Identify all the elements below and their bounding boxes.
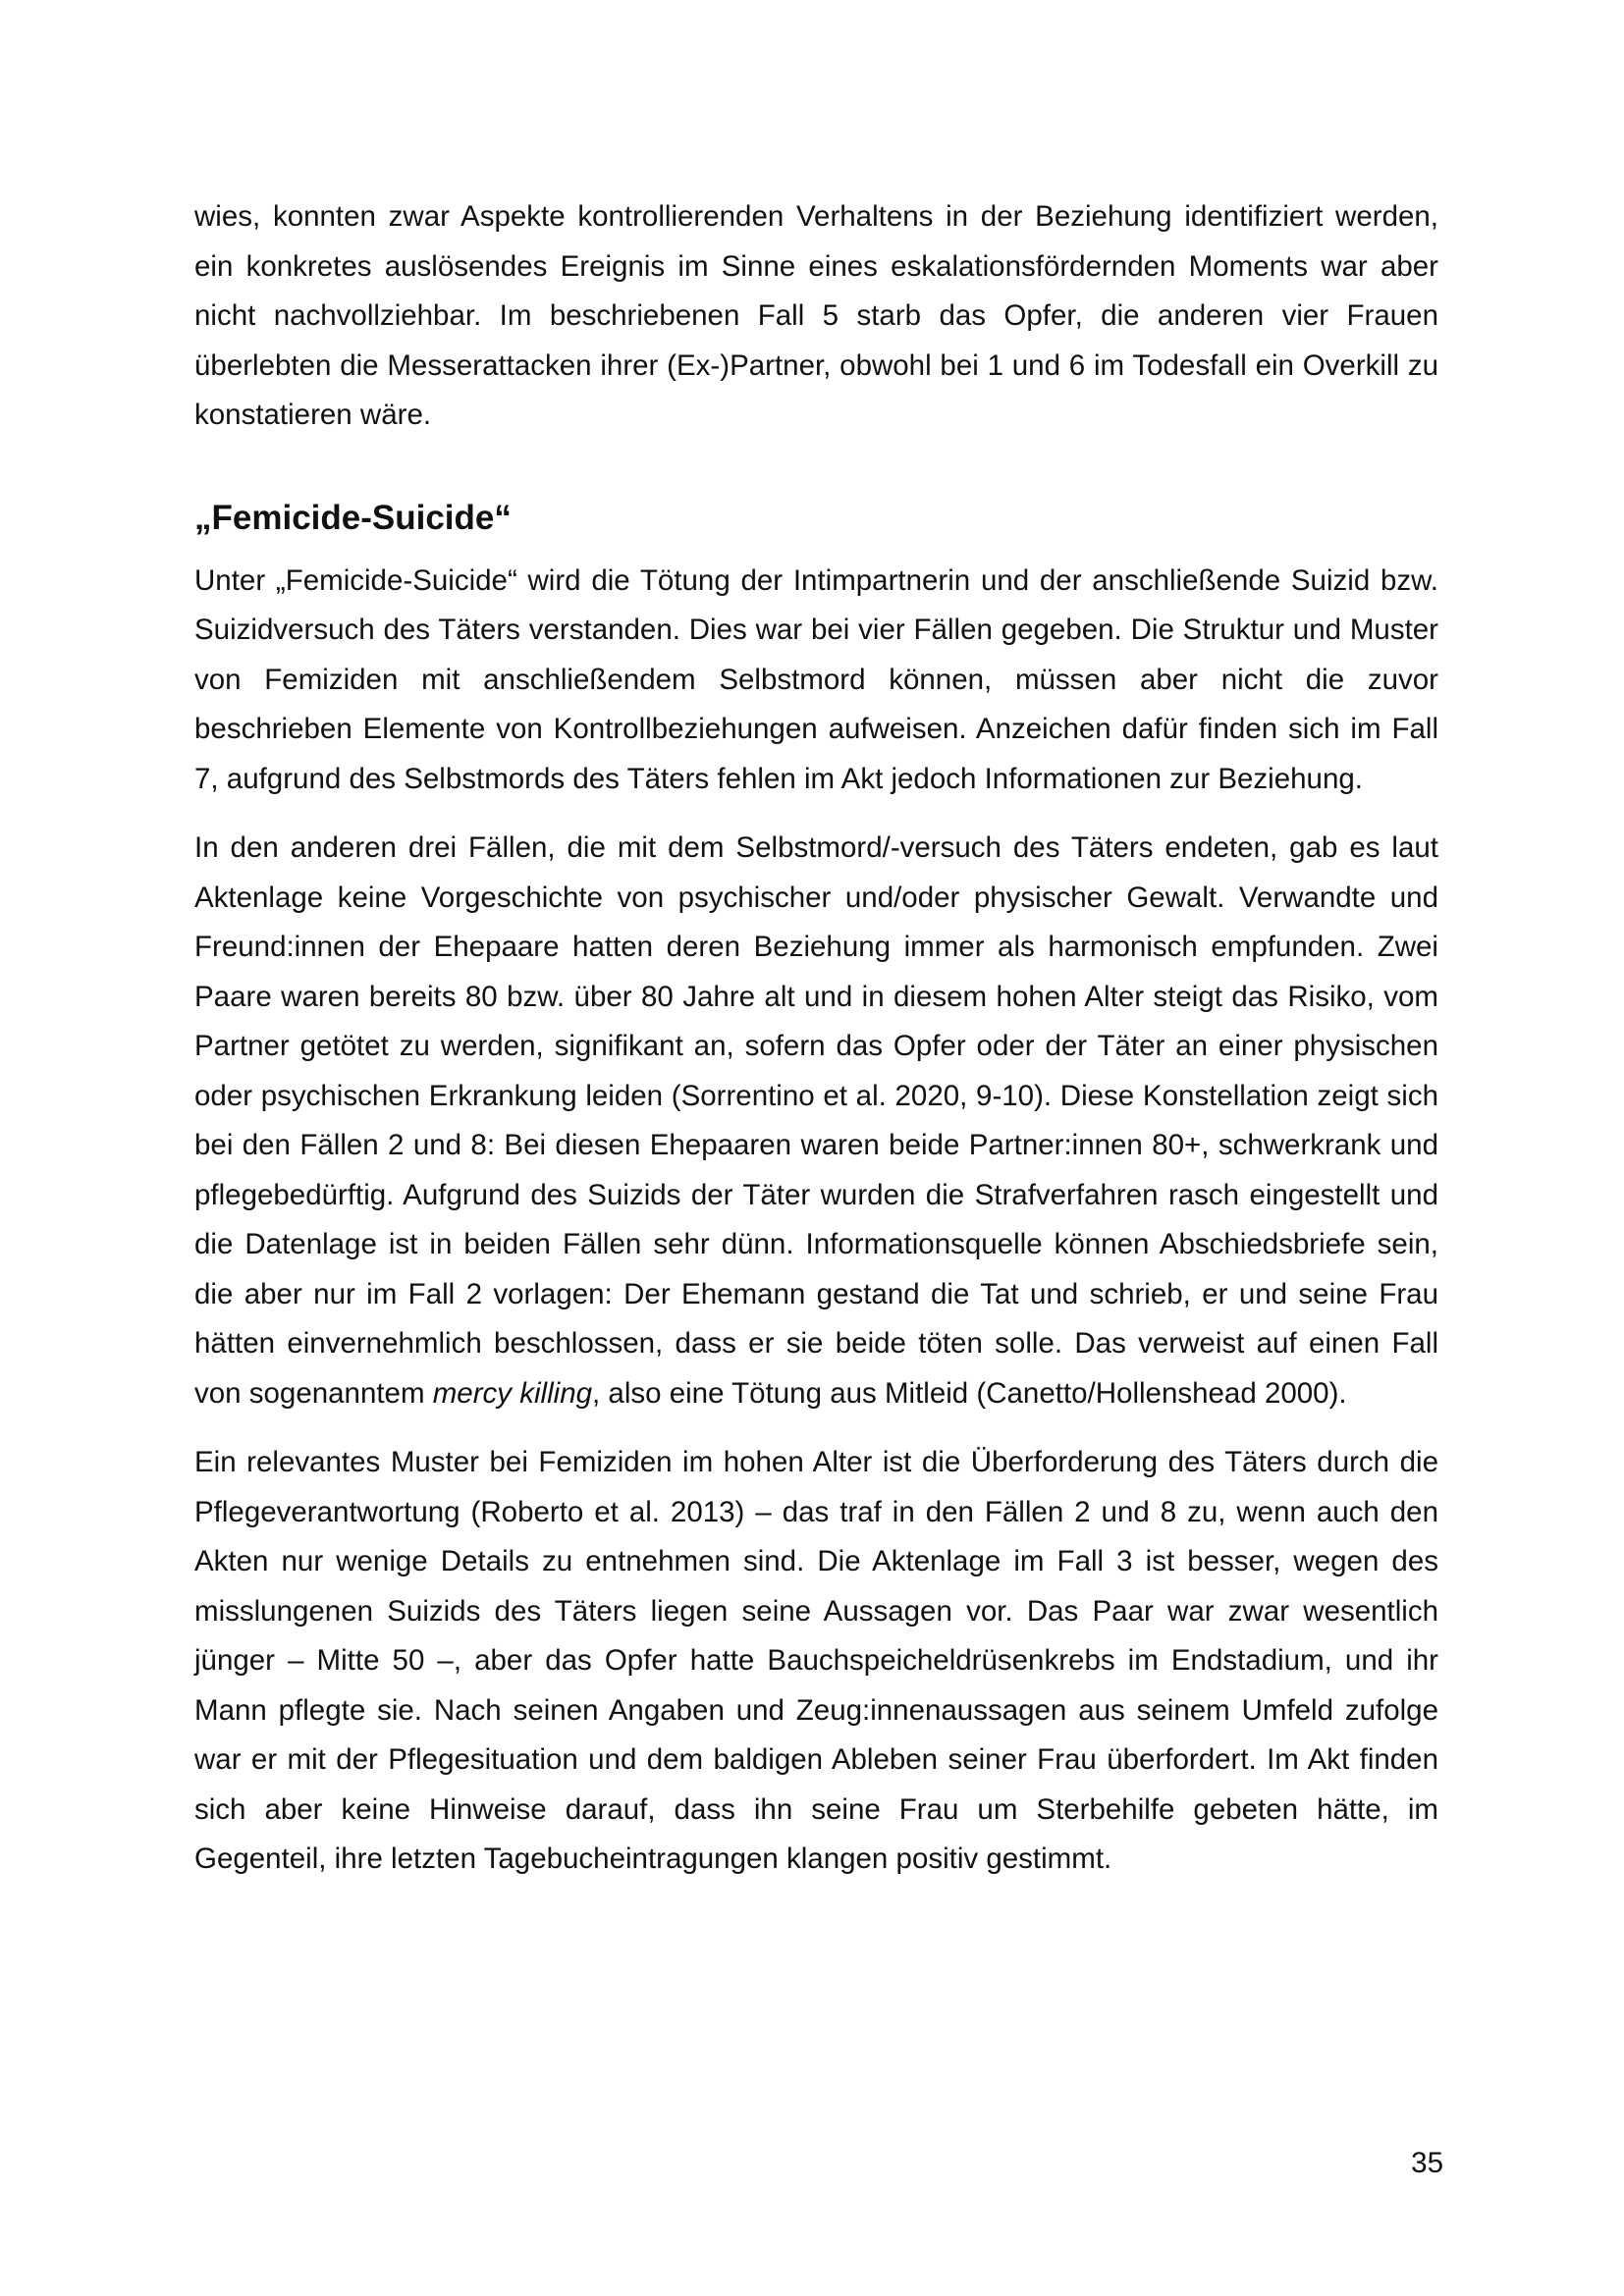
intro-paragraph: wies, konnten zwar Aspekte kontrollierenden Verhaltens in der Beziehung identifiziert werden, ein konkretes auslösendes Ereignis im Sinne eines eskalationsfördernden Moments war aber nicht nachvollziehbar. Im beschriebenen Fall 5 starb das Opfer, die anderen vier Frauen überlebten die Messerattacken ihrer (Ex-)Partner, obwohl bei 1 und 6 im Todesfall ein Overkill zu konstatieren wäre.: [194, 200, 1438, 431]
paragraph-2-text-before: In den anderen drei Fällen, die mit dem Selbstmord/-versuch des Täters endeten, gab es laut Aktenlage keine Vorgeschichte von psychischer und/oder physischer Gewalt. Verwandte und Freund:innen der Ehepaare hatten deren Beziehung immer als harmonisch empfunden. Zwei Paare waren bereits 80 bzw. über 80 Jahre alt und in diesem hohen Alter steigt das Risiko, vom Partner getötet zu werden, signifikant an, sofern das Opfer oder der Täter an einer physischen oder psychischen Erkrankung leiden (Sorrentino et al. 2020, 9-10). Diese Konstellation zeigt sich bei den Fällen 2 und 8: Bei diesen Ehepaaren waren beide Partner:innen 80+, schwerkrank und pflegebedürftig. Aufgrund des Suizids der Täter wurden die Strafverfahren rasch eingestellt und die Datenlage ist in beiden Fällen sehr dünn. Informationsquelle können Abschiedsbriefe sein, die aber nur im Fall 2 vorlagen: Der Ehemann gestand die Tat und schrieb, er und seine Frau hätten einvernehmlich beschlossen, dass er sie beide töten solle. Das verweist auf einen Fall von sogenanntem: [194, 831, 1438, 1410]
section-paragraph-1: Unter „Femicide-Suicide“ wird die Tötung der Intimpartnerin und der anschließende Suizid bzw. Suizidversuch des Täters verstanden. Dies war bei vier Fällen gegeben. Die Struktur und Muster von Femiziden mit anschließendem Selbstmord können, müssen aber nicht die zuvor beschrieben Elemente von Kontrollbeziehungen aufweisen. Anzeichen dafür finden sich im Fall 7, aufgrund des Selbstmords des Täters fehlen im Akt jedoch Informationen zur Beziehung.: [194, 563, 1438, 795]
paragraph-2-text-after: , also eine Tötung aus Mitleid (Canetto/Hollenshead 2000).: [592, 1376, 1347, 1410]
mercy-killing-emphasis: mercy killing: [432, 1376, 593, 1410]
document-page: [194, 192, 1438, 1885]
section-paragraph-3: Ein relevantes Muster bei Femiziden im hohen Alter ist die Überforderung des Täters durch die Pflegeverantwortung (Roberto et al. 2013) – das traf in den Fällen 2 und 8 zu, wenn auch den Akten nur wenige Details zu entnehmen sind. Die Aktenlage im Fall 3 ist besser, wegen des misslungenen Suizids des Täters liegen seine Aussagen vor. Das Paar war zwar wesentlich jünger – Mitte 50 –, aber das Opfer hatte Bauchspeicheldrüsenkrebs im Endstadium, und ihr Mann pflegte sie. Nach seinen Angaben und Zeug:innenaussagen aus seinem Umfeld zufolge war er mit der Pflegesituation und dem baldigen Ableben seiner Frau überfordert. Im Akt finden sich aber keine Hinweise darauf, dass ihn seine Frau um Sterbehilfe gebeten hätte, im Gegenteil, ihre letzten Tagebucheintragungen klangen positiv gestimmt.: [194, 1446, 1438, 1875]
section-paragraph-2: [194, 824, 1438, 1418]
section-heading: „Femicide-Suicide“: [194, 498, 512, 537]
page-number: 35: [1411, 2147, 1443, 2179]
